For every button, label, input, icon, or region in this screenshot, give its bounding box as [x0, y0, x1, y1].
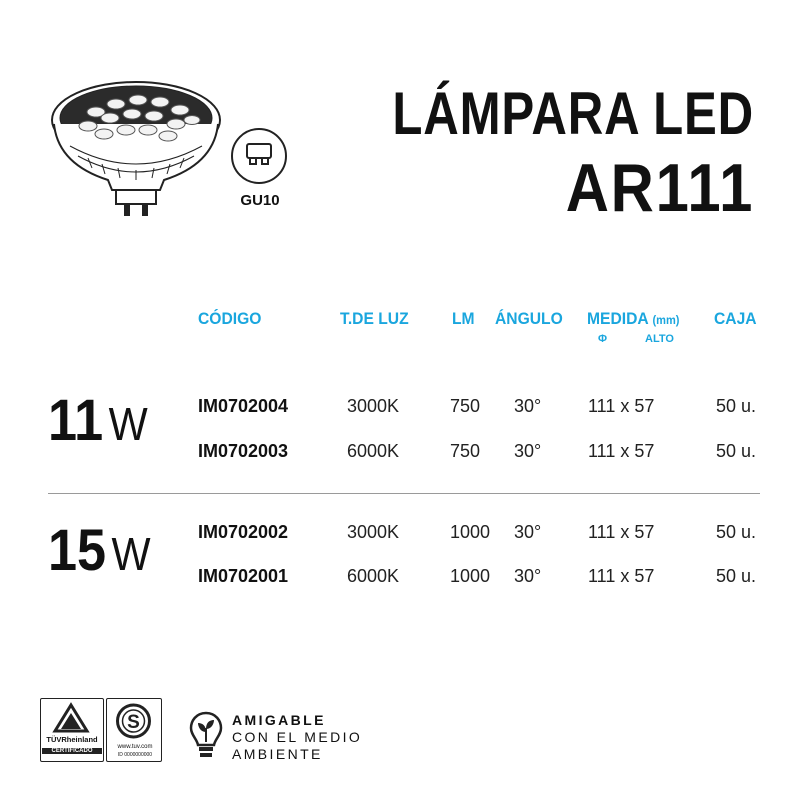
header-diameter-symbol: Φ: [598, 333, 608, 345]
row-box: 50 u.: [716, 566, 757, 586]
eco-label-line1: AMIGABLE: [232, 712, 326, 728]
wattage-unit: W: [108, 398, 148, 450]
row-angle: 30°: [514, 566, 542, 586]
header-lumens: LM: [452, 309, 475, 328]
wattage-value: 11: [48, 388, 104, 453]
socket-type-label: GU10: [240, 192, 280, 209]
eco-bulb-leaf-icon: [188, 710, 224, 762]
eco-label-line2: CON EL MEDIO: [232, 729, 363, 745]
row-size: 111 x 57: [588, 522, 655, 542]
row-angle: 30°: [514, 396, 542, 416]
wattage-15w: [48, 518, 151, 583]
s-cert-url: www.tuv.com: [117, 744, 153, 750]
row-temp: 6000K: [347, 441, 400, 461]
row-box: 50 u.: [716, 522, 757, 542]
wattage-11w: [48, 388, 148, 453]
gu10-socket-icon: [231, 128, 287, 184]
row-temp: 3000K: [347, 522, 400, 542]
page-title: LÁMPARA LED: [392, 80, 754, 147]
row-code: IM0702003: [198, 441, 289, 461]
s-cert-id: ID 0000000000: [117, 752, 153, 758]
header-height-label: ALTO: [645, 333, 674, 345]
wattage-unit: W: [111, 528, 151, 580]
row-temp: 3000K: [347, 396, 400, 416]
row-angle: 30°: [514, 441, 542, 461]
row-lumens: 750: [450, 441, 481, 461]
header-light-temp: T.DE LUZ: [340, 309, 409, 328]
row-size: 111 x 57: [588, 396, 655, 416]
row-box: 50 u.: [716, 441, 757, 461]
header-angle: ÁNGULO: [495, 309, 563, 328]
header-box: CAJA: [714, 309, 757, 328]
group-divider: [48, 493, 760, 494]
tuv-triangle-logo: [41, 701, 102, 735]
row-code: IM0702001: [198, 566, 289, 586]
row-temp: 6000K: [347, 566, 400, 586]
wattage-value: 15: [48, 518, 107, 583]
header-code: CÓDIGO: [198, 309, 262, 328]
row-size: 111 x 57: [588, 566, 655, 586]
header-size-unit: (mm): [652, 313, 680, 327]
ar111-lamp-illustration: [48, 72, 228, 222]
header-size: [587, 309, 679, 329]
eco-label-line3: AMBIENTE: [232, 746, 323, 762]
row-lumens: 1000: [450, 566, 491, 586]
tuv-certificate-label: CERTIFICADO: [42, 748, 102, 754]
s-mark-logo: [107, 699, 160, 743]
row-size: 111 x 57: [588, 441, 655, 461]
row-code: IM0702004: [198, 396, 289, 416]
header-size-label: MEDIDA: [587, 309, 649, 328]
row-angle: 30°: [514, 522, 542, 542]
row-lumens: 750: [450, 396, 481, 416]
svg-text:S: S: [127, 712, 140, 733]
row-code: IM0702002: [198, 522, 289, 542]
row-box: 50 u.: [716, 396, 757, 416]
tuv-brand-text: TÜVRheinland: [46, 735, 98, 744]
page-subtitle: AR111: [565, 150, 754, 226]
row-lumens: 1000: [450, 522, 491, 542]
